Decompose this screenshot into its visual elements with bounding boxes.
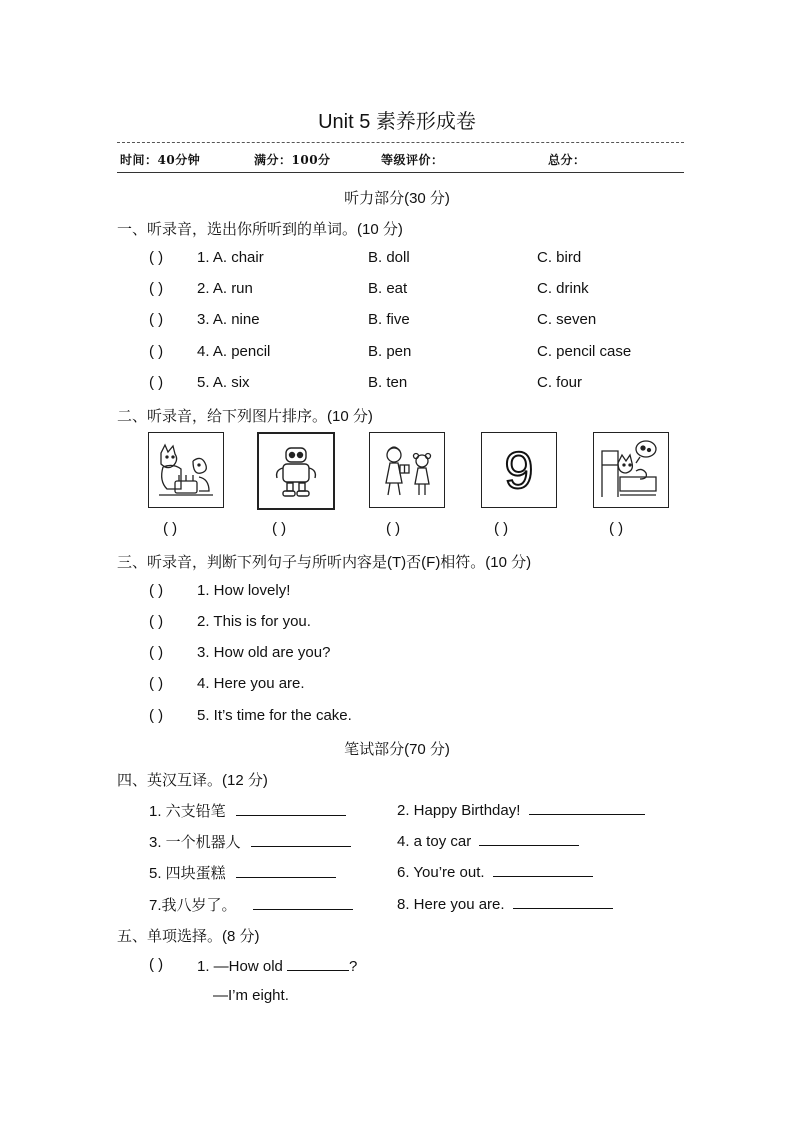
question-5-heading: 五、单项选择。(8 分) xyxy=(117,928,260,945)
answer-paren[interactable]: ( ) xyxy=(149,675,164,692)
translation-item xyxy=(149,894,353,915)
picture-3-paren[interactable]: ( ) xyxy=(386,520,401,537)
answer-blank[interactable] xyxy=(236,801,346,816)
answer-paren[interactable]: ( ) xyxy=(149,343,164,360)
question-4-heading: 四、英汉互译。(12 分) xyxy=(117,772,268,789)
translation-prompt: 3. 一个机器人 xyxy=(149,834,241,851)
translation-item xyxy=(397,894,613,913)
total-score-label: 总分： xyxy=(548,153,586,167)
translation-item xyxy=(397,862,593,881)
option-a: 1. A. chair xyxy=(197,249,264,266)
question-mark: ? xyxy=(349,958,358,975)
translation-item xyxy=(397,831,579,850)
children-with-gift-icon xyxy=(369,432,445,508)
question-2-heading: 二、听录音，给下列图片排序。(10 分) xyxy=(117,408,373,425)
number-nine-icon xyxy=(481,432,557,508)
writing-section-header: 笔试部分(70 分) xyxy=(344,741,450,758)
option-a: 2. A. run xyxy=(197,280,253,297)
question-1-heading: 一、听录音，选出你所听到的单词。(10 分) xyxy=(117,221,403,238)
option-a: 3. A. nine xyxy=(197,311,260,328)
option-c: C. four xyxy=(537,374,583,391)
translation-prompt: 6. You’re out. xyxy=(397,864,485,881)
picture-5-paren[interactable]: ( ) xyxy=(609,520,624,537)
answer-blank[interactable] xyxy=(513,894,613,909)
translation-item xyxy=(149,831,351,852)
answer-paren[interactable]: ( ) xyxy=(149,956,164,973)
answer-paren[interactable]: ( ) xyxy=(149,707,164,724)
option-a: 4. A. pencil xyxy=(197,343,271,360)
sentence: 1. How lovely! xyxy=(197,582,291,599)
answer-paren[interactable]: ( ) xyxy=(149,613,164,630)
option-b: B. eat xyxy=(368,280,408,297)
answer-line: —I’m eight. xyxy=(213,987,289,1004)
sentence: 3. How old are you? xyxy=(197,644,331,661)
answer-blank[interactable] xyxy=(251,832,351,847)
option-b: B. doll xyxy=(368,249,410,266)
listening-section-header: 听力部分(30 分) xyxy=(344,190,450,207)
answer-paren[interactable]: ( ) xyxy=(149,280,164,297)
answer-blank[interactable] xyxy=(236,863,336,878)
option-c: C. drink xyxy=(537,280,589,297)
page-title: Unit 5 素养形成卷 xyxy=(318,111,476,133)
translation-item xyxy=(397,800,645,819)
option-c: C. seven xyxy=(537,311,597,328)
option-b: B. five xyxy=(368,311,410,328)
full-score-label: 满分：100分 xyxy=(254,153,331,167)
robot-icon xyxy=(257,432,335,510)
sentence: 5. It’s time for the cake. xyxy=(197,707,352,724)
translation-prompt: 8. Here you are. xyxy=(397,896,505,913)
translation-prompt: 1. 六支铅笔 xyxy=(149,803,226,820)
choice-question xyxy=(197,956,357,975)
answer-paren[interactable]: ( ) xyxy=(149,374,164,391)
answer-blank[interactable] xyxy=(253,895,353,910)
dashed-divider xyxy=(117,142,684,143)
translation-item xyxy=(149,800,346,821)
translation-prompt: 4. a toy car xyxy=(397,833,472,850)
time-label: 时间：40分钟 xyxy=(120,153,201,167)
answer-blank[interactable] xyxy=(287,956,349,971)
answer-paren[interactable]: ( ) xyxy=(149,644,164,661)
option-c: C. bird xyxy=(537,249,582,266)
answer-paren[interactable]: ( ) xyxy=(149,249,164,266)
translation-item xyxy=(149,862,336,883)
answer-blank[interactable] xyxy=(493,862,593,877)
birthday-cake-animals-icon xyxy=(148,432,224,508)
sentence: 4. Here you are. xyxy=(197,675,305,692)
option-a: 5. A. six xyxy=(197,374,250,391)
solid-divider xyxy=(117,172,684,173)
picture-4-paren[interactable]: ( ) xyxy=(494,520,509,537)
question-text: 1. —How old xyxy=(197,958,283,975)
answer-blank[interactable] xyxy=(529,800,645,815)
sentence: 2. This is for you. xyxy=(197,613,311,630)
answer-paren[interactable]: ( ) xyxy=(149,582,164,599)
picture-1-paren[interactable]: ( ) xyxy=(163,520,178,537)
option-c: C. pencil case xyxy=(537,343,632,360)
question-3-heading: 三、听录音，判断下列句子与所听内容是(T)否(F)相符。(10 分) xyxy=(117,554,532,571)
answer-blank[interactable] xyxy=(479,831,579,846)
picture-2-paren[interactable]: ( ) xyxy=(272,520,287,537)
answer-paren[interactable]: ( ) xyxy=(149,311,164,328)
translation-prompt: 2. Happy Birthday! xyxy=(397,802,521,819)
translation-prompt: 7.我八岁了。 xyxy=(149,897,237,914)
animals-in-bed-icon xyxy=(593,432,669,508)
option-b: B. ten xyxy=(368,374,408,391)
number-nine-text: 9 xyxy=(504,442,534,500)
grade-label: 等级评价： xyxy=(381,153,444,167)
option-b: B. pen xyxy=(368,343,412,360)
translation-prompt: 5. 四块蛋糕 xyxy=(149,865,226,882)
